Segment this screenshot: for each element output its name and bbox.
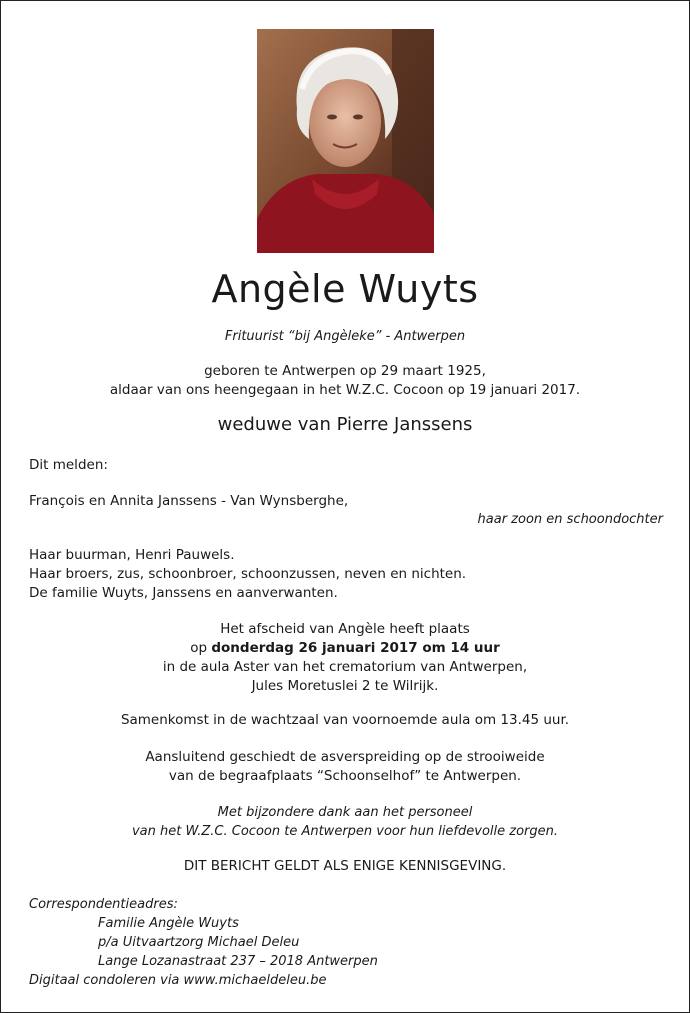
correspondence-line: Familie Angèle Wuyts <box>98 916 239 931</box>
portrait-illustration <box>257 29 434 253</box>
farewell-line-2 <box>1 639 689 658</box>
announce-intro: Dit melden: <box>29 457 108 473</box>
farewell-block <box>1 620 689 696</box>
family-main: François en Annita Janssens - Van Wynsberghe, <box>29 493 349 509</box>
correspondence-line: Lange Lozanastraat 237 – 2018 Antwerpen <box>98 954 378 969</box>
farewell-prefix: op <box>190 640 212 656</box>
farewell-line-1: Het afscheid van Angèle heeft plaats <box>220 621 470 637</box>
online-condolence-link[interactable]: Digitaal condoleren via www.michaeldeleu.be <box>29 973 327 988</box>
thanks-line-2: van het W.Z.C. Cocoon te Antwerpen voor hun liefdevolle zorgen. <box>131 824 559 839</box>
widow-line: weduwe van Pierre Janssens <box>217 414 473 435</box>
farewell-line-3: in de aula Aster van het crematorium van Antwerpen, <box>162 659 528 675</box>
scattering-block <box>1 748 689 786</box>
thanks-block <box>1 803 689 841</box>
scattering-line-1: Aansluitend geschiedt de asverspreiding op de strooiweide <box>145 749 545 765</box>
thanks-line-1: Met bijzondere dank aan het personeel <box>217 805 473 820</box>
farewell-line-4: Jules Moretuslei 2 te Wilrijk. <box>251 678 439 694</box>
occupation-line: Frituurist “bij Angèleke” - Antwerpen <box>224 329 466 344</box>
died-line: aldaar van ons heengegaan in het W.Z.C. Cocoon op 19 januari 2017. <box>109 382 581 398</box>
family-main-relation: haar zoon en schoondochter <box>477 512 663 527</box>
correspondence-line: p/a Uitvaartzorg Michael Deleu <box>98 935 300 950</box>
relatives-item: Haar broers, zus, schoonbroer, schoonzussen, neven en nichten. <box>29 566 467 582</box>
notice-line: DIT BERICHT GELDT ALS ENIGE KENNISGEVING. <box>183 858 507 874</box>
deceased-name: Angèle Wuyts <box>211 267 479 311</box>
relatives-item: De familie Wuyts, Janssens en aanverwanten. <box>29 585 338 601</box>
correspondence-block <box>29 895 378 990</box>
relatives-item: Haar buurman, Henri Pauwels. <box>29 547 235 563</box>
portrait-photo <box>257 29 434 253</box>
scattering-line-2: van de begraafplaats “Schoonselhof” te Antwerpen. <box>168 768 522 784</box>
correspondence-label: Correspondentieadres: <box>29 897 178 912</box>
born-line: geboren te Antwerpen op 29 maart 1925, <box>204 363 486 379</box>
farewell-date: donderdag 26 januari 2017 om 14 uur <box>211 640 500 656</box>
relatives-list <box>29 546 466 603</box>
gathering-line: Samenkomst in de wachtzaal van voornoemde aula om 13.45 uur. <box>120 712 570 728</box>
